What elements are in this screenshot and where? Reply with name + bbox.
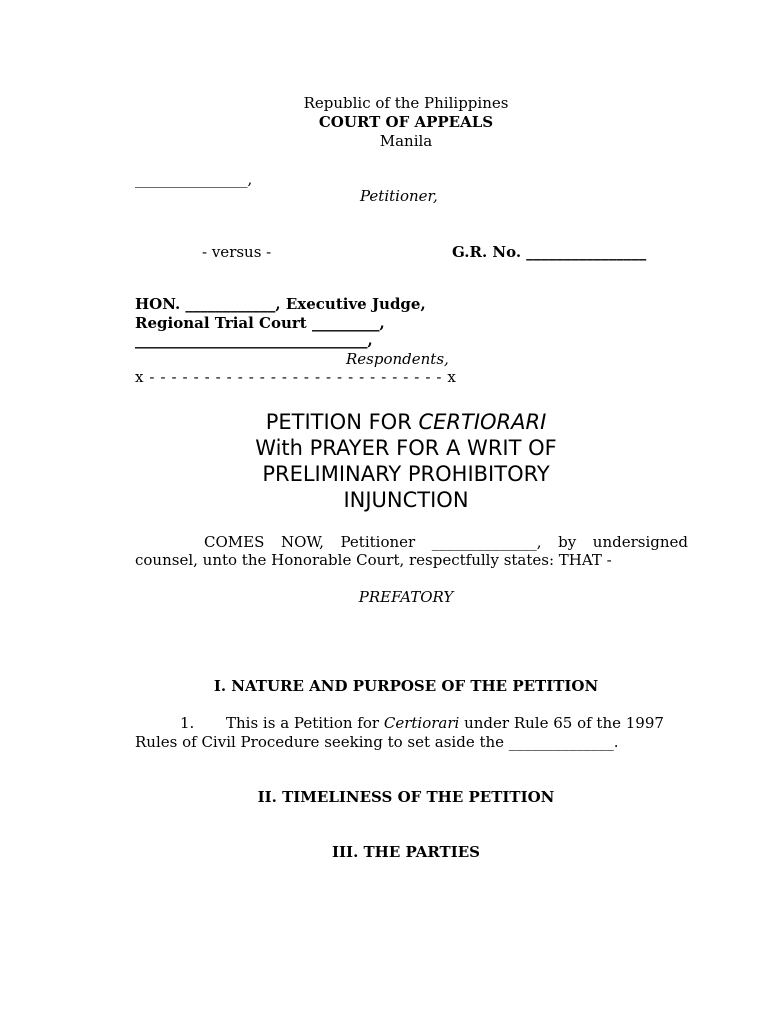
- versus-label: - versus -: [202, 243, 272, 261]
- court-name: COURT OF APPEALS: [318, 113, 494, 131]
- caption-divider: x - - - - - - - - - - - - - - - - - - - - - - - - - - - x: [135, 368, 457, 386]
- p1-after: under Rule 65 of the 1997: [459, 714, 664, 732]
- p1-certiorari: Certiorari: [383, 714, 460, 732]
- petition-title-line-2: With PRAYER FOR A WRIT OF: [255, 436, 557, 460]
- petition-title-line-3: PRELIMINARY PROHIBITORY: [262, 462, 550, 486]
- title-certiorari: CERTIORARI: [418, 410, 547, 434]
- court-city: Manila: [379, 132, 433, 150]
- paragraph-1-line-1: [226, 714, 664, 732]
- respondent-line-1: HON. ____________, Executive Judge,: [135, 295, 426, 313]
- section-heading-3: III. THE PARTIES: [332, 843, 480, 861]
- petitioner-blank: _______________,: [135, 170, 253, 188]
- prefatory-heading: PREFATORY: [358, 588, 454, 606]
- petitioner-label: Petitioner,: [360, 187, 438, 205]
- intro-line-1: COMES NOW, Petitioner ______________, by undersigned: [204, 533, 688, 551]
- title-prefix: PETITION FOR: [265, 410, 419, 434]
- gr-number: G.R. No. ________________: [452, 243, 647, 261]
- paragraph-1-line-2: Rules of Civil Procedure seeking to set aside the ______________.: [135, 733, 619, 751]
- respondent-line-2: Regional Trial Court _________,: [135, 314, 385, 332]
- petition-title-line-4: INJUNCTION: [343, 488, 469, 512]
- p1-before: This is a Petition for: [226, 714, 384, 732]
- section-heading-1: I. NATURE AND PURPOSE OF THE PETITION: [213, 677, 599, 695]
- section-heading-2: II. TIMELINESS OF THE PETITION: [257, 788, 555, 806]
- intro-line-2: counsel, unto the Honorable Court, respectfully states: THAT -: [135, 551, 612, 569]
- republic-line: Republic of the Philippines: [303, 94, 509, 112]
- paragraph-number-1: 1.: [180, 714, 195, 732]
- petition-title-line-1: [0, 408, 768, 436]
- respondent-line-3: _______________________________,: [135, 331, 373, 349]
- respondents-label: Respondents,: [346, 350, 449, 368]
